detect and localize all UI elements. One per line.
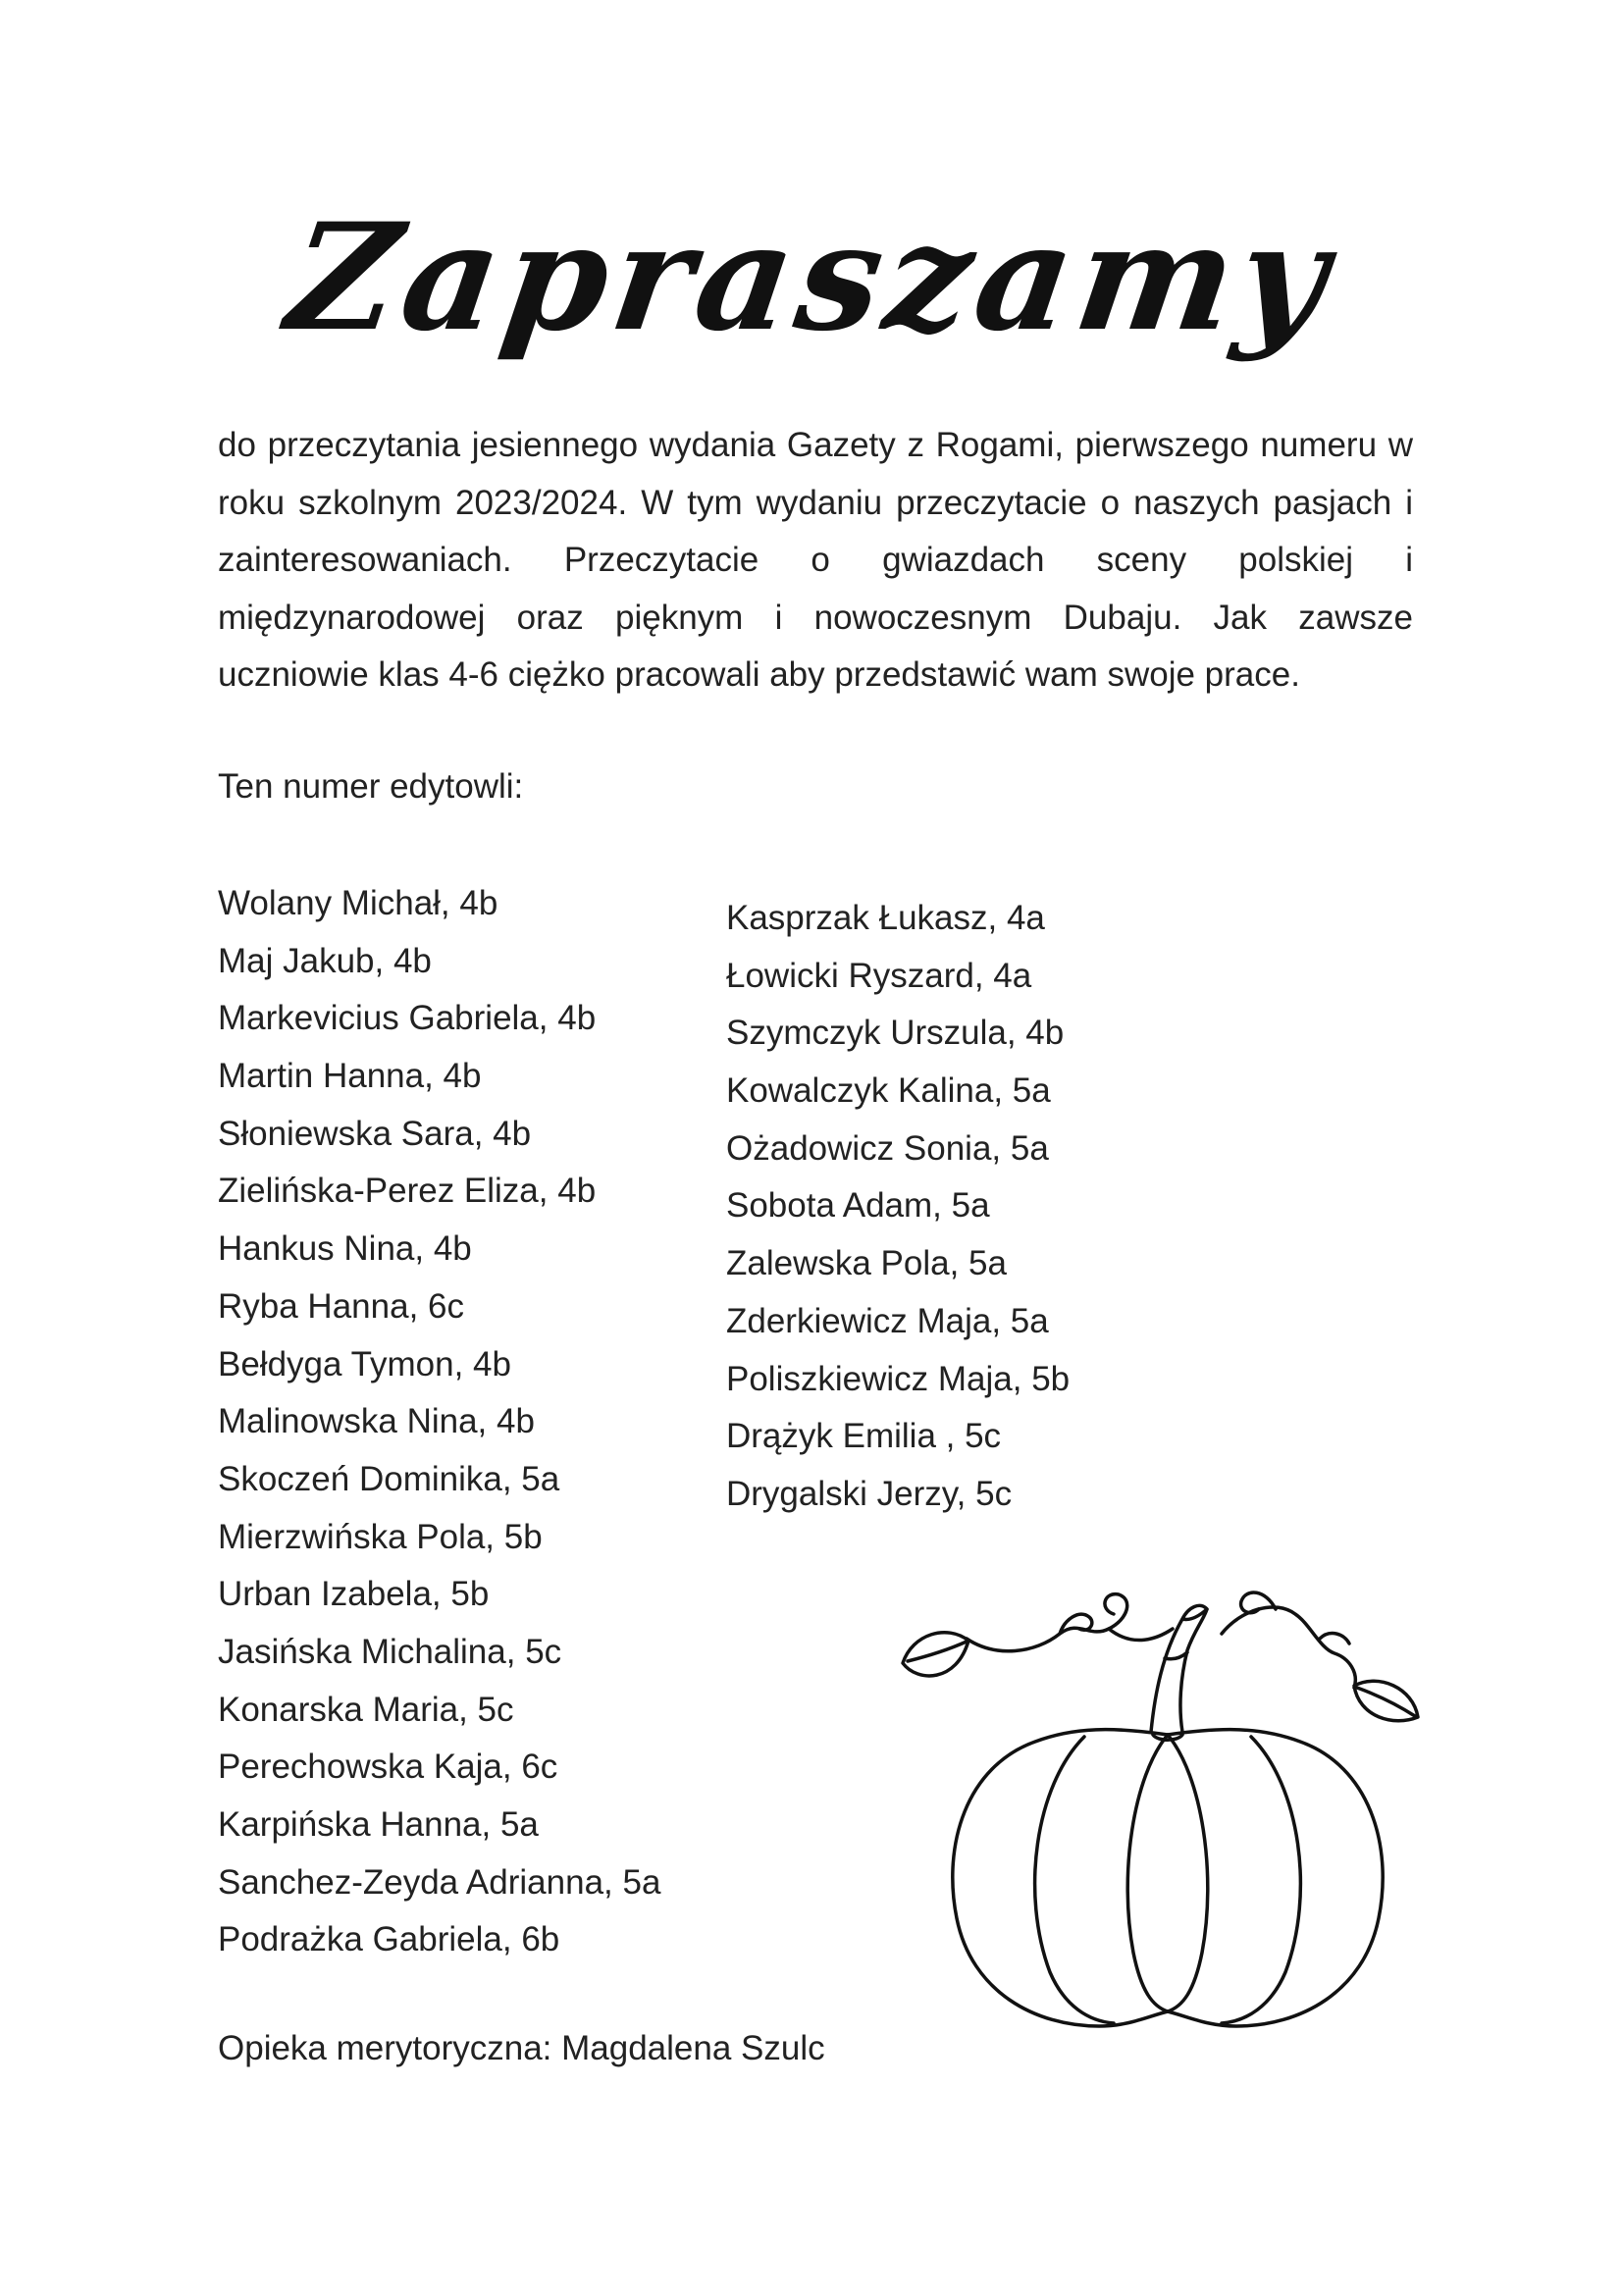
list-item: Słoniewska Sara, 4b [218,1114,532,1153]
list-item: Hankus Nina, 4b [218,1229,472,1269]
list-item: Sobota Adam, 5a [726,1186,990,1226]
list-item: Łowicki Ryszard, 4a [726,956,1032,995]
list-item: Urban Izabela, 5b [218,1575,490,1614]
editors-list-right [726,890,1070,1524]
editors-list-left [218,875,660,1969]
list-item: Markevicius Gabriela, 4b [218,999,597,1038]
list-item: Maj Jakub, 4b [218,941,432,980]
list-item: Podrażka Gabriela, 6b [218,1920,560,1959]
list-item: Zderkiewicz Maja, 5a [726,1301,1049,1340]
list-item: Wolany Michał, 4b [218,884,498,922]
intro-paragraph: do przeczytania jesiennego wydania Gazety z Rogami, pierwszego numeru w roku szkolnym 2023/2024. W tym wydaniu przeczytacie o naszych pasjach i zainteresowaniach. Przeczytacie o gwiazdach sceny polskiej i międzynarodowej oraz pięknym i nowoczesnym Dubaju. Jak zawsze uczniowie klas 4-6 ciężko pracowali aby przedstawić wam swoje prace. [218,426,1413,694]
page-title: Zapraszamy [278,191,1344,364]
list-item: Drążyk Emilia , 5c [726,1417,1002,1456]
list-item: Karpińska Hanna, 5a [218,1805,539,1844]
list-item: Ryba Hanna, 6c [218,1286,464,1326]
list-item: Kowalczyk Kalina, 5a [726,1071,1051,1111]
footer-supervision: Opieka merytoryczna: Magdalena Szulc [218,2029,825,2067]
list-item: Mierzwińska Pola, 5b [218,1517,543,1556]
list-item: Sanchez-Zeyda Adrianna, 5a [218,1862,661,1902]
editors-label: Ten numer edytowli: [218,767,524,806]
list-item: Kasprzak Łukasz, 4a [726,899,1045,937]
list-item: Skoczeń Dominika, 5a [218,1459,560,1498]
list-item: Ożadowicz Sonia, 5a [726,1128,1049,1168]
list-item: Zalewska Pola, 5a [726,1244,1007,1283]
pumpkin-icon [888,1580,1438,2041]
list-item: Bełdyga Tymon, 4b [218,1344,511,1383]
list-item: Perechowska Kaja, 6c [218,1748,558,1787]
list-item: Konarska Maria, 5c [218,1690,514,1729]
list-item: Martin Hanna, 4b [218,1057,482,1096]
list-item: Malinowska Nina, 4b [218,1402,535,1441]
list-item: Drygalski Jerzy, 5c [726,1474,1013,1513]
list-item: Szymczyk Urszula, 4b [726,1014,1065,1053]
list-item: Poliszkiewicz Maja, 5b [726,1359,1071,1398]
list-item: Jasińska Michalina, 5c [218,1632,562,1671]
list-item: Zielińska-Perez Eliza, 4b [218,1172,597,1211]
